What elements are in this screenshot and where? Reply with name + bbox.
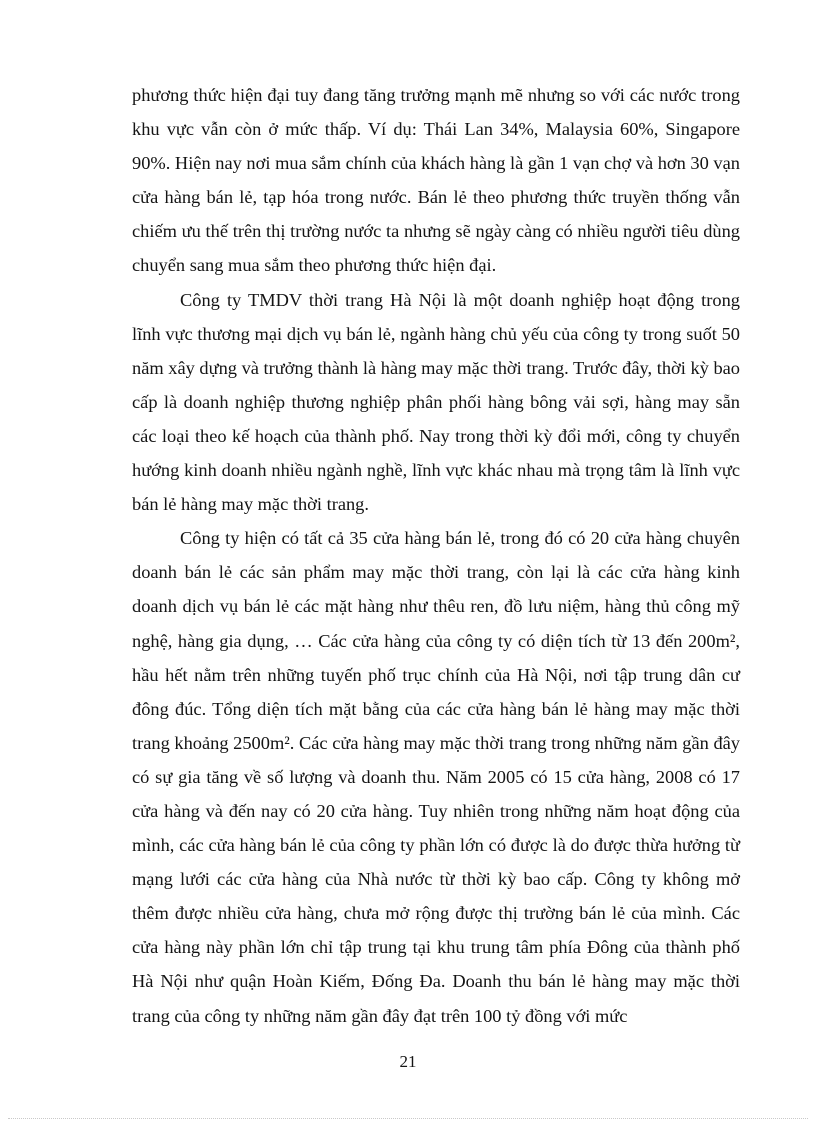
body-text [132, 78, 740, 1033]
page-number: 21 [399, 1052, 417, 1071]
paragraph-company-intro: Công ty TMDV thời trang Hà Nội là một doanh nghiệp hoạt động trong lĩnh vực thương mại dịch vụ bán lẻ, ngành hàng chủ yếu của công ty trong suốt 50 năm xây dựng và trưởng thành là hàng may mặc thời trang. Trước đây, thời kỳ bao cấp là doanh nghiệp thương nghiệp phân phối hàng bông vải sợi, hàng may sẵn các loại theo kế hoạch của thành phố. Nay trong thời kỳ đổi mới, công ty chuyển hướng kinh doanh nhiều ngành nghề, lĩnh vực khác nhau mà trọng tâm là lĩnh vực bán lẻ hàng may mặc thời trang. [132, 289, 740, 515]
paragraph-retail-methods: phương thức hiện đại tuy đang tăng trưởng mạnh mẽ nhưng so với các nước trong khu vực vẫn còn ở mức thấp. Ví dụ: Thái Lan 34%, Malaysia 60%, Singapore 90%. Hiện nay nơi mua sắm chính của khách hàng là gần 1 vạn chợ và hơn 30 vạn cửa hàng bán lẻ, tạp hóa trong nước. Bán lẻ theo phương thức truyền thống vẫn chiếm ưu thế trên thị trường nước ta nhưng sẽ ngày càng có nhiều người tiêu dùng chuyển sang mua sắm theo phương thức hiện đại. [132, 85, 740, 276]
bottom-dotted-rule [8, 1118, 808, 1119]
paragraph-store-network: Công ty hiện có tất cả 35 cửa hàng bán lẻ, trong đó có 20 cửa hàng chuyên doanh bán lẻ các sản phẩm may mặc thời trang, còn lại là các cửa hàng kinh doanh dịch vụ bán lẻ các mặt hàng như thêu ren, đồ lưu niệm, hàng thủ công mỹ nghệ, hàng gia dụng, … Các cửa hàng của công ty có diện tích từ 13 đến 200m², hầu hết nằm trên những tuyến phố trục chính của Hà Nội, nơi tập trung dân cư đông đúc. Tổng diện tích mặt bằng của các cửa hàng bán lẻ hàng may mặc thời trang khoảng 2500m². Các cửa hàng may mặc thời trang trong những năm gần đây có sự gia tăng về số lượng và doanh thu. Năm 2005 có 15 cửa hàng, 2008 có 17 cửa hàng và đến nay có 20 cửa hàng. Tuy nhiên trong những năm hoạt động của mình, các cửa hàng bán lẻ của công ty phần lớn có được là do được thừa hưởng từ mạng lưới các cửa hàng của Nhà nước từ thời kỳ bao cấp. Công ty không mở thêm được nhiều cửa hàng, chưa mở rộng được thị trường bán lẻ của mình. Các cửa hàng này phần lớn chỉ tập trung tại khu trung tâm phía Đông của thành phố Hà Nội như quận Hoàn Kiếm, Đống Đa. Doanh thu bán lẻ hàng may mặc thời trang của công ty những năm gần đây đạt trên 100 tỷ đồng với mức [132, 528, 740, 1026]
